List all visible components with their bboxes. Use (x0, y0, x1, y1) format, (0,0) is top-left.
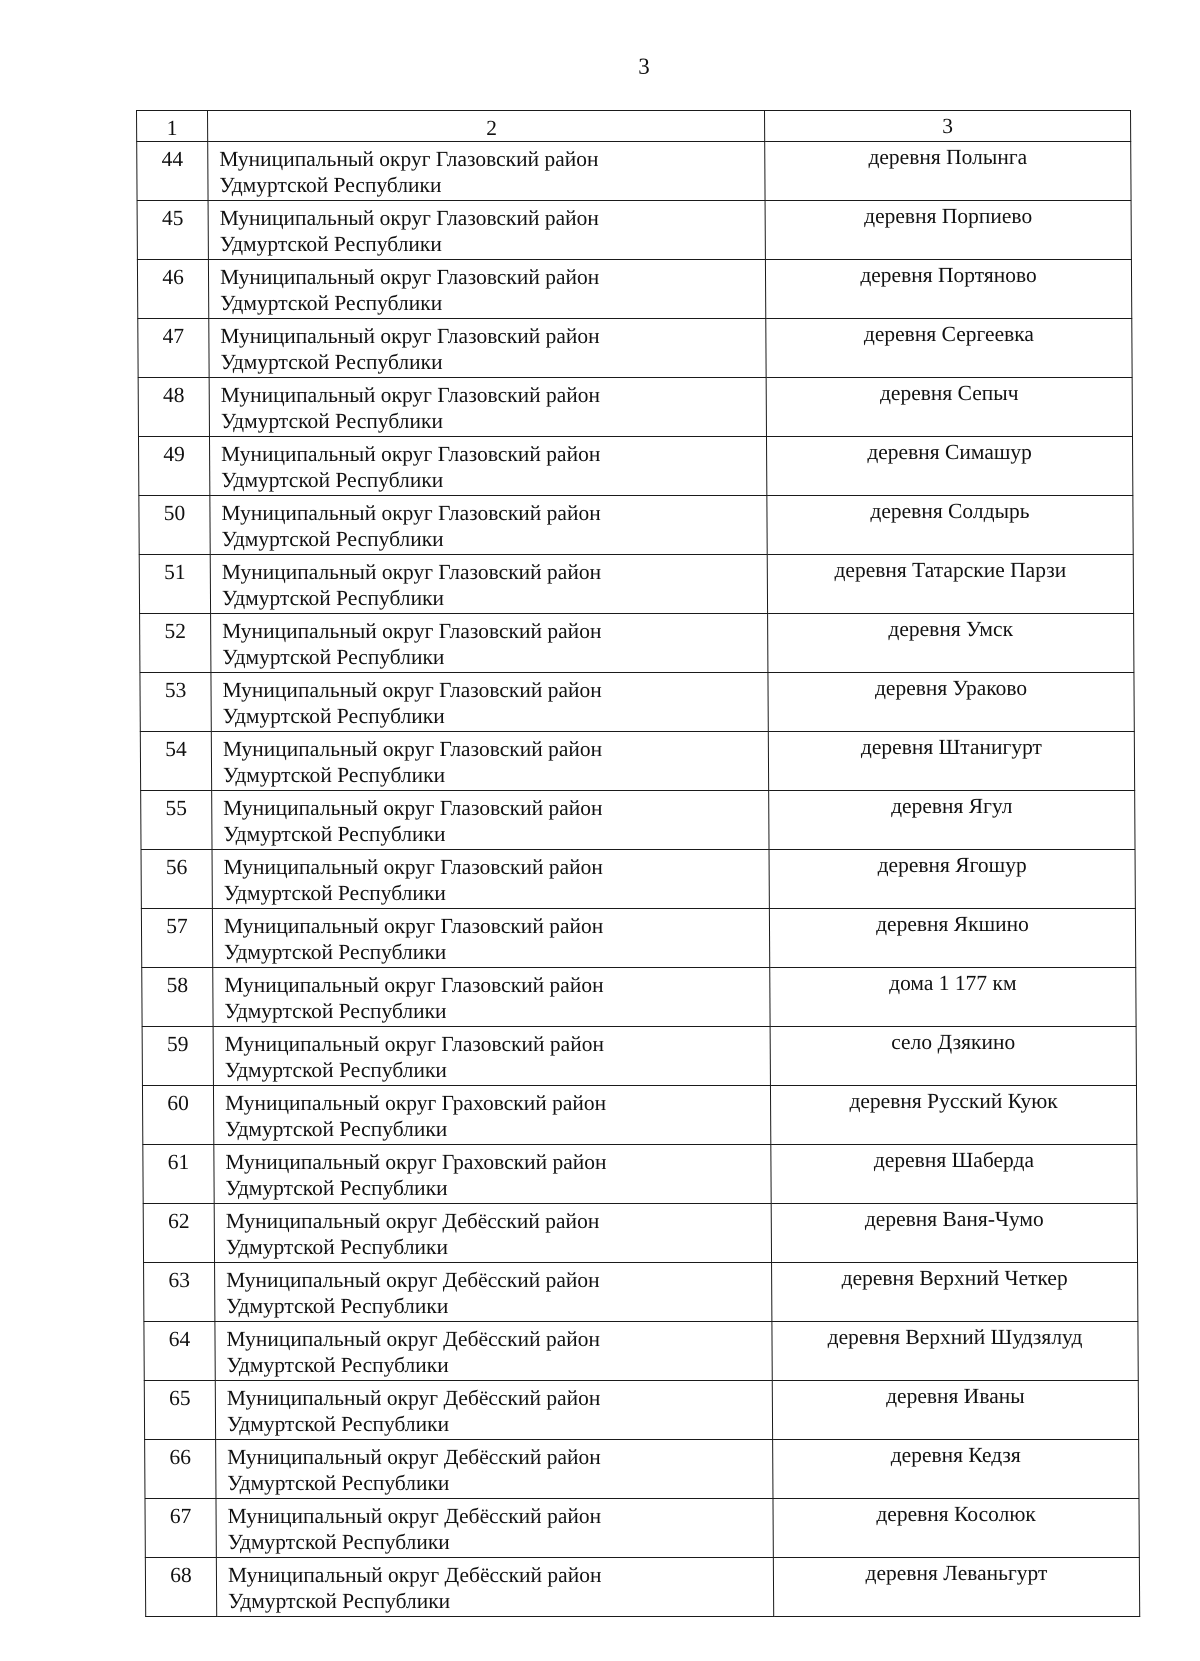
district-line-1: Муниципальный округ Дебёсский район (226, 1268, 600, 1292)
district-cell (212, 850, 769, 909)
row-number: 49 (138, 437, 209, 496)
district-line-2: Удмуртской Республики (227, 1530, 450, 1554)
district-line-1: Муниципальный округ Глазовский район (223, 855, 603, 879)
district-line-1: Муниципальный округ Глазовский район (219, 147, 599, 171)
district-line-2: Удмуртской Республики (227, 1471, 450, 1495)
table-row (137, 142, 1131, 201)
settlement-cell: деревня Ураково (768, 673, 1134, 732)
district-line-1: Муниципальный округ Дебёсский район (226, 1386, 601, 1410)
district-cell (209, 319, 766, 378)
district-line-1: Муниципальный округ Глазовский район (222, 678, 602, 702)
district-line-1: Муниципальный округ Дебёсский район (225, 1209, 600, 1233)
row-number: 52 (140, 614, 211, 673)
row-number: 68 (145, 1558, 216, 1617)
district-line-1: Муниципальный округ Дебёсский район (227, 1445, 601, 1469)
settlement-cell: деревня Штанигурт (768, 732, 1134, 791)
table-header-row (137, 111, 1131, 142)
settlement-cell: деревня Сергеевка (766, 319, 1132, 378)
table-row (140, 673, 1134, 732)
settlement-cell: деревня Солдырь (767, 496, 1133, 555)
district-line-2: Удмуртской Республики (228, 1589, 451, 1613)
table-row (142, 968, 1136, 1027)
district-line-2: Удмуртской Республики (225, 1117, 448, 1141)
settlement-cell: деревня Порпиево (765, 201, 1131, 260)
district-cell (213, 1086, 770, 1145)
district-line-1: Муниципальный округ Дебёсский район (227, 1504, 602, 1528)
table-row (140, 614, 1134, 673)
district-line-1: Муниципальный округ Глазовский район (223, 796, 603, 820)
district-cell (213, 1027, 770, 1086)
district-line-2: Удмуртской Республики (225, 1235, 449, 1259)
district-line-2: Удмуртской Республики (225, 1176, 448, 1200)
district-line-1: Муниципальный округ Граховский район (224, 1091, 607, 1115)
settlement-cell: деревня Верхний Четкер (772, 1263, 1138, 1322)
table-row (139, 555, 1133, 614)
row-number: 56 (141, 850, 212, 909)
row-number: 58 (142, 968, 213, 1027)
district-cell (211, 732, 768, 791)
district-cell (215, 1322, 772, 1381)
district-line-2: Удмуртской Республики (223, 881, 446, 905)
settlement-cell: деревня Якшино (769, 909, 1135, 968)
column-header-3: 3 (765, 111, 1131, 142)
district-line-1: Муниципальный округ Граховский район (225, 1150, 607, 1174)
district-cell (210, 496, 767, 555)
table-row (142, 1086, 1136, 1145)
row-number: 60 (142, 1086, 213, 1145)
row-number: 61 (143, 1145, 214, 1204)
table-row (144, 1381, 1138, 1440)
table-row (144, 1322, 1138, 1381)
row-number: 45 (137, 201, 208, 260)
district-line-2: Удмуртской Республики (223, 822, 446, 846)
table-row (139, 496, 1133, 555)
settlement-cell: деревня Леваньгурт (773, 1558, 1139, 1617)
district-line-1: Муниципальный округ Глазовский район (221, 442, 601, 466)
table-row (138, 319, 1132, 378)
settlement-cell: деревня Портяново (765, 260, 1131, 319)
district-line-1: Муниципальный округ Глазовский район (219, 265, 600, 289)
settlement-cell: дома 1 177 км (770, 968, 1136, 1027)
district-cell (216, 1558, 773, 1617)
district-line-2: Удмуртской Республики (219, 232, 442, 256)
district-line-1: Муниципальный округ Глазовский район (222, 737, 603, 761)
district-line-2: Удмуртской Республики (224, 999, 447, 1023)
row-number: 59 (142, 1027, 213, 1086)
row-number: 54 (140, 732, 211, 791)
settlement-cell: деревня Полынга (765, 142, 1131, 201)
settlements-table (136, 110, 1140, 1617)
district-line-2: Удмуртской Республики (220, 350, 443, 374)
district-cell (215, 1263, 772, 1322)
settlement-cell: село Дзякино (770, 1027, 1136, 1086)
district-line-1: Муниципальный округ Дебёсский район (227, 1563, 602, 1587)
district-line-2: Удмуртской Республики (220, 291, 443, 315)
table-row (143, 1145, 1137, 1204)
column-header-2: 2 (208, 111, 765, 142)
district-cell (216, 1440, 773, 1499)
settlement-cell: деревня Русский Куюк (770, 1086, 1136, 1145)
district-line-2: Удмуртской Республики (222, 763, 446, 787)
district-line-1: Муниципальный округ Глазовский район (224, 1032, 605, 1056)
district-cell (209, 378, 766, 437)
row-number: 55 (141, 791, 212, 850)
district-line-2: Удмуртской Республики (226, 1412, 450, 1436)
row-number: 65 (144, 1381, 215, 1440)
district-cell (212, 909, 769, 968)
district-line-1: Муниципальный округ Глазовский район (219, 206, 599, 230)
table-row (138, 378, 1132, 437)
row-number: 48 (138, 378, 209, 437)
table-row (141, 909, 1135, 968)
table-row (142, 1027, 1136, 1086)
district-line-2: Удмуртской Республики (221, 527, 444, 551)
table-row (144, 1263, 1138, 1322)
district-cell (208, 260, 765, 319)
district-line-1: Муниципальный округ Глазовский район (221, 501, 601, 525)
district-line-1: Муниципальный округ Дебёсский район (226, 1327, 601, 1351)
district-cell (212, 791, 769, 850)
district-cell (214, 1204, 771, 1263)
page-number: 3 (638, 54, 650, 79)
row-number: 64 (144, 1322, 215, 1381)
district-cell (208, 142, 765, 201)
table-row (141, 850, 1135, 909)
district-line-1: Муниципальный округ Глазовский район (220, 383, 601, 407)
row-number: 57 (141, 909, 212, 968)
table-row (137, 260, 1131, 319)
district-line-2: Удмуртской Республики (222, 704, 445, 728)
district-line-2: Удмуртской Республики (219, 173, 442, 197)
district-line-2: Удмуртской Республики (226, 1294, 449, 1318)
settlement-cell: деревня Иваны (772, 1381, 1138, 1440)
district-cell (215, 1381, 772, 1440)
district-cell (210, 555, 767, 614)
district-cell (211, 614, 768, 673)
settlement-cell: деревня Ягул (769, 791, 1135, 850)
table-row (141, 791, 1135, 850)
settlement-cell: деревня Верхний Шудзялуд (772, 1322, 1138, 1381)
district-line-2: Удмуртской Республики (221, 468, 444, 492)
settlement-cell: деревня Сепыч (766, 378, 1132, 437)
district-line-1: Муниципальный округ Глазовский район (224, 973, 604, 997)
district-cell (214, 1145, 771, 1204)
table-row (145, 1558, 1139, 1617)
table-row (140, 732, 1134, 791)
table-body (137, 111, 1140, 1617)
settlement-cell: деревня Умск (768, 614, 1134, 673)
settlement-cell: деревня Симашур (766, 437, 1132, 496)
settlement-cell: деревня Татарские Парзи (767, 555, 1133, 614)
row-number: 47 (138, 319, 209, 378)
row-number: 50 (139, 496, 210, 555)
district-line-2: Удмуртской Республики (220, 409, 443, 433)
row-number: 46 (137, 260, 208, 319)
row-number: 66 (145, 1440, 216, 1499)
row-number: 67 (145, 1499, 216, 1558)
district-line-1: Муниципальный округ Глазовский район (223, 914, 604, 938)
column-header-1: 1 (137, 111, 208, 142)
settlement-cell: деревня Кедзя (773, 1440, 1139, 1499)
table-row (143, 1204, 1137, 1263)
row-number: 63 (144, 1263, 215, 1322)
table-row (137, 201, 1131, 260)
table-row (138, 437, 1132, 496)
row-number: 53 (140, 673, 211, 732)
district-line-1: Муниципальный округ Глазовский район (221, 560, 602, 584)
table-row (145, 1499, 1139, 1558)
district-line-1: Муниципальный округ Глазовский район (220, 324, 600, 348)
district-line-2: Удмуртской Республики (224, 940, 447, 964)
row-number: 51 (139, 555, 210, 614)
district-line-1: Муниципальный округ Глазовский район (222, 619, 602, 643)
district-cell (216, 1499, 773, 1558)
district-line-2: Удмуртской Республики (221, 586, 445, 610)
district-line-2: Удмуртской Республики (222, 645, 445, 669)
district-cell (209, 437, 766, 496)
settlement-cell: деревня Ваня-Чумо (771, 1204, 1137, 1263)
settlement-cell: деревня Ягошур (769, 850, 1135, 909)
settlement-cell: деревня Косолюк (773, 1499, 1139, 1558)
row-number: 62 (143, 1204, 214, 1263)
district-cell (213, 968, 770, 1027)
district-cell (208, 201, 765, 260)
document-sheet (136, 110, 1140, 1617)
row-number: 44 (137, 142, 208, 201)
district-line-2: Удмуртской Республики (224, 1058, 447, 1082)
district-cell (211, 673, 768, 732)
district-line-2: Удмуртской Республики (226, 1353, 449, 1377)
table-row (145, 1440, 1139, 1499)
settlement-cell: деревня Шаберда (771, 1145, 1137, 1204)
